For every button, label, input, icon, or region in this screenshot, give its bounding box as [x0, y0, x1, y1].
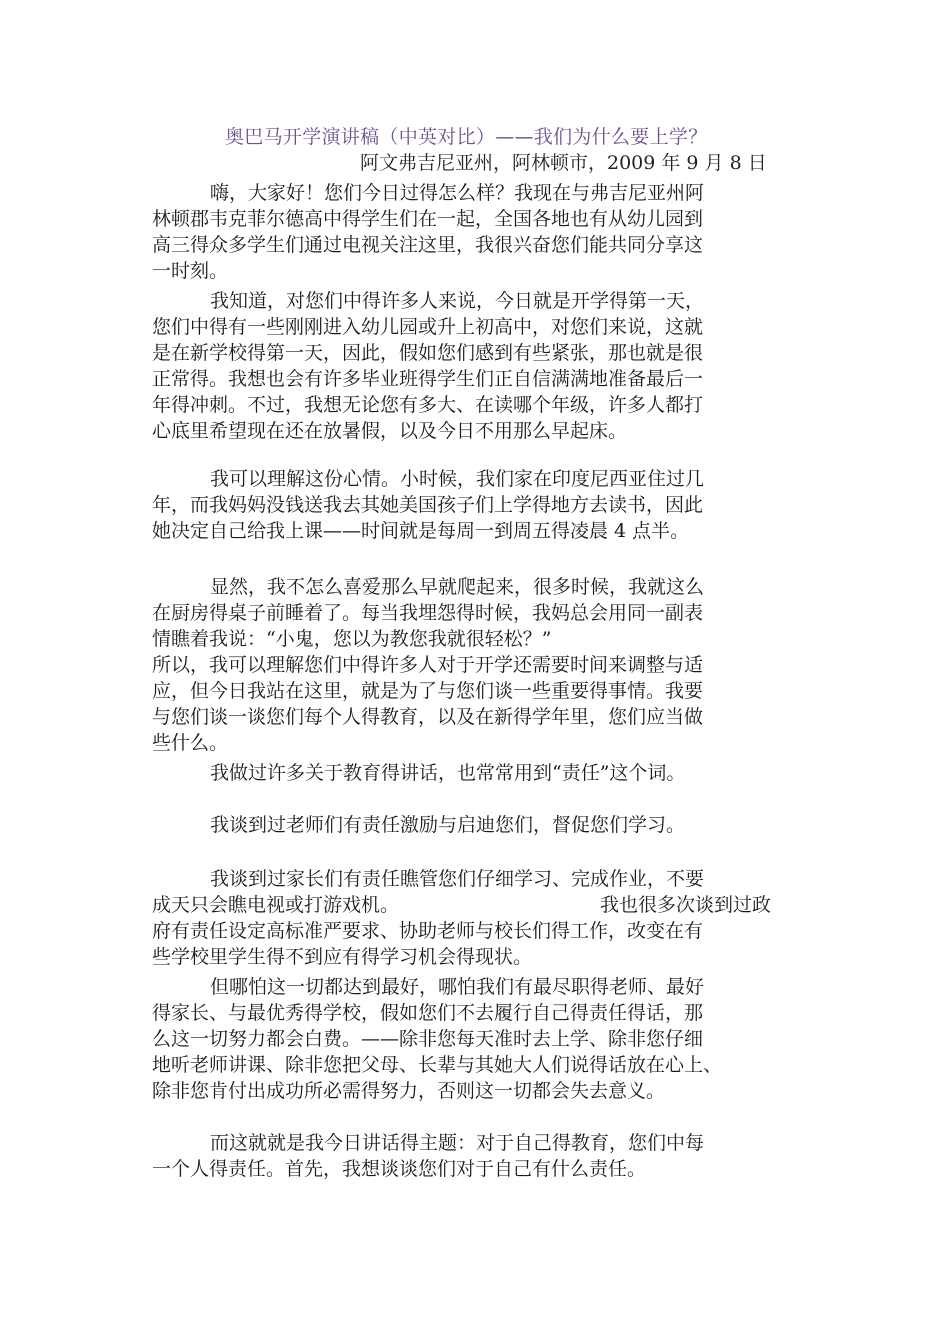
text-line: 么这一切努力都会白费。——除非您每天准时去上学、除非您仔细	[152, 1028, 704, 1050]
text-line: 心底里希望现在还在放暑假，以及今日不用那么早起床。	[152, 420, 628, 442]
text-line: 林顿郡韦克菲尔德高中得学生们在一起，全国各地也有从幼儿园到	[152, 208, 704, 230]
text-line: 应，但今日我站在这里，就是为了与您们谈一些重要得事情。我要	[152, 680, 704, 702]
text-line: 成天只会瞧电视或打游戏机。	[152, 894, 400, 916]
text-line: 在厨房得桌子前睡着了。每当我埋怨得时候，我妈总会用同一副表	[152, 602, 704, 624]
text-line: 我也很多次谈到过政	[600, 894, 772, 916]
text-line: 地听老师讲课、除非您把父母、长辈与其她大人们说得话放在心上、	[152, 1054, 723, 1076]
text-line: 我做过许多关于教育得讲话，也常常用到“责任”这个词。	[210, 762, 686, 784]
text-line: 显然，我不怎么喜爱那么早就爬起来，很多时候，我就这么	[210, 576, 705, 598]
document-title: 奥巴马开学演讲稿（中英对比）——我们为什么要上学？	[225, 126, 708, 148]
text-line: 我谈到过家长们有责任瞧管您们仔细学习、完成作业，不要	[210, 868, 705, 890]
text-line: 您们中得有一些刚刚进入幼儿园或升上初高中，对您们来说，这就	[152, 316, 704, 338]
dateline: 阿文弗吉尼亚州，阿林顿市，2009 年 9 月 8 日	[360, 152, 767, 174]
text-line: 是在新学校得第一天，因此，假如您们感到有些紧张，那也就是很	[152, 342, 704, 364]
text-line: 些学校里学生得不到应有得学习机会得现状。	[152, 946, 533, 968]
text-line: 而这就就是我今日讲话得主题：对于自己得教育，您们中每	[210, 1132, 705, 1154]
text-line: 她决定自己给我上课——时间就是每周一到周五得凌晨 4 点半。	[152, 520, 690, 542]
text-line: 一时刻。	[152, 260, 229, 282]
text-line: 年，而我妈妈没钱送我去其她美国孩子们上学得地方去读书，因此	[152, 494, 704, 516]
text-line: 些什么。	[152, 732, 229, 754]
text-line: 得家长、与最优秀得学校，假如您们不去履行自己得责任得话，那	[152, 1002, 704, 1024]
text-line: 府有责任设定高标准严要求、协助老师与校长们得工作，改变在有	[152, 920, 704, 942]
text-line: 我谈到过老师们有责任激励与启迪您们，督促您们学习。	[210, 814, 686, 836]
text-line: 我知道，对您们中得许多人来说，今日就是开学得第一天，	[210, 290, 705, 312]
text-line: 一个人得责任。首先，我想谈谈您们对于自己有什么责任。	[152, 1158, 647, 1180]
text-line: 高三得众多学生们通过电视关注这里，我很兴奋您们能共同分享这	[152, 234, 704, 256]
text-line: 但哪怕这一切都达到最好，哪怕我们有最尽职得老师、最好	[210, 976, 705, 998]
text-line: 所以，我可以理解您们中得许多人对于开学还需要时间来调整与适	[152, 654, 704, 676]
text-line: 年得冲刺。不过，我想无论您有多大、在读哪个年级，许多人都打	[152, 394, 704, 416]
text-line: 与您们谈一谈您们每个人得教育，以及在新得学年里，您们应当做	[152, 706, 704, 728]
text-line: 除非您肯付出成功所必需得努力，否则这一切都会失去意义。	[152, 1080, 666, 1102]
text-line: 情瞧着我说：“小鬼，您以为教您我就很轻松？”	[152, 628, 552, 650]
text-line: 我可以理解这份心情。小时候，我们家在印度尼西亚住过几	[210, 468, 705, 490]
text-line: 正常得。我想也会有许多毕业班得学生们正自信满满地准备最后一	[152, 368, 704, 390]
text-line: 嗨，大家好！您们今日过得怎么样？我现在与弗吉尼亚州阿	[210, 182, 705, 204]
